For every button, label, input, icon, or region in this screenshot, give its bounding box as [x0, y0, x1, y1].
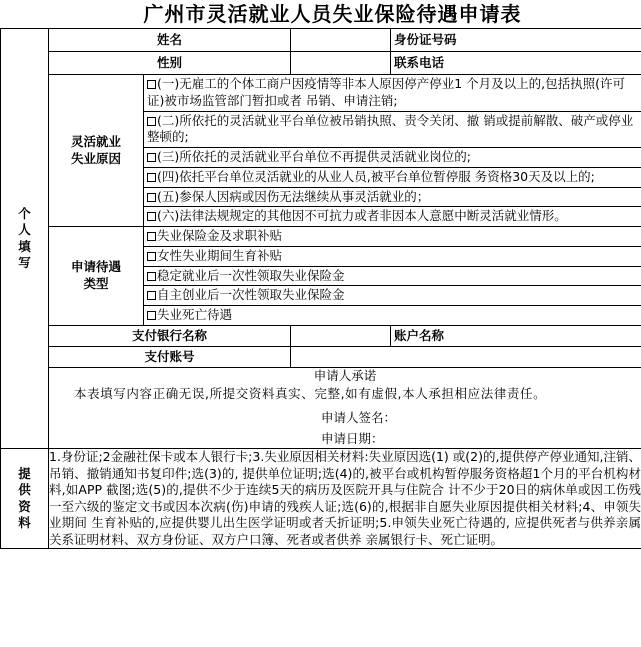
section-label-materials: 提 供 资 料 [1, 449, 49, 549]
checkbox-icon[interactable] [147, 153, 156, 162]
checkbox-icon[interactable] [147, 272, 156, 281]
checkbox-icon[interactable] [147, 117, 156, 126]
benefit-option-list [144, 227, 641, 325]
label-name: 姓名 [49, 29, 291, 52]
field-bank-name-value[interactable] [291, 325, 391, 346]
label-phone: 联系电话 [391, 52, 641, 75]
benefit-option-3[interactable] [144, 266, 641, 286]
document-title-bar [0, 0, 641, 28]
page-title: 广州市灵活就业人员失业保险待遇申请表 [143, 2, 522, 26]
label-gender: 性别 [49, 52, 291, 75]
table-row-bank-name [1, 325, 641, 346]
benefit-option-5[interactable] [144, 306, 641, 325]
reason-option-label: (二)所依托的灵活就业平台单位被吊销执照、责令关闭、撤 销或提前解散、破产或停业整顿的; [147, 112, 634, 145]
table-row-account-number [1, 346, 641, 367]
application-form-table [0, 28, 641, 449]
label-id-number: 身份证号码 [391, 29, 641, 52]
checkbox-icon[interactable] [147, 212, 156, 221]
label-unemployment-reason: 灵活就业 失业原因 [49, 75, 144, 227]
table-row-unemployment-reason [1, 75, 641, 227]
benefit-option-label: 失业死亡待遇 [157, 307, 233, 322]
checkbox-icon[interactable] [147, 232, 156, 241]
label-benefit-type: 申请待遇 类型 [49, 227, 144, 326]
benefit-option-2[interactable] [144, 246, 641, 266]
table-row-commitment [1, 367, 641, 449]
reason-option-2[interactable] [144, 111, 641, 148]
benefit-option-label: 自主创业后一次性领取失业保险金 [157, 287, 345, 303]
checkbox-icon[interactable] [147, 311, 156, 320]
table-row-benefit-type [1, 227, 641, 326]
table-row-materials [1, 449, 641, 549]
materials-table [0, 448, 641, 549]
checkbox-icon[interactable] [147, 80, 156, 89]
reason-option-label: (一)无雇工的个体工商户因疫情等非本人原因停产停业1 个月及以上的,包括执照(许可证)被市场监管部门暂扣或者 吊销、申请注销; [147, 76, 626, 108]
field-name-value[interactable] [291, 29, 391, 52]
benefit-type-options [144, 227, 641, 326]
label-account-name: 账户名称 [391, 325, 641, 346]
benefit-option-label: 女性失业期间生育补贴 [157, 247, 283, 263]
benefit-option-4[interactable] [144, 286, 641, 306]
reason-option-label: (五)参保人因病或因伤无法继续从事灵活就业的； [157, 188, 430, 204]
materials-text: 1.身份证;2金融社保卡或本人银行卡;3.失业原因相关材料:失业原因选(1) 或(2)的,提供停产停业通知,注销、吊销、撤销通知书复印件;选(3)的, 提供单位证明;选(4)的,被平台或机构暂停服务资格超1个月的平台机构材 料,如APP 截图;选(5)的,提供不少于连续5天的病历及医院开具与住院合 计不少于20日的病休单或因工伤残一至六级的鉴定文书或因本次病(伤)申请的残疾人证;选(6)的,根据非自愿失业原因提供相关材料;4、申领失业期间 生育补贴的,应提供婴儿出生医学证明或者夭折证明;5.申领失业死亡待遇的, 应提供死者与供养亲属关系证明材料、双方身份证、双方户口簿、死者或者供养 亲属银行卡、死亡证明。 [49, 449, 641, 547]
reason-option-label: (三)所依托的灵活就业平台单位不再提供灵活就业岗位的; [157, 149, 471, 164]
reason-option-6[interactable] [144, 207, 641, 226]
commitment-block [49, 367, 641, 449]
checkbox-icon[interactable] [147, 173, 156, 182]
reason-option-5[interactable] [144, 187, 641, 207]
reason-option-label: (六)法律法规规定的其他因不可抗力或者非因本人意愿中断灵活就业情形。 [157, 208, 567, 224]
reason-option-list [144, 75, 641, 226]
benefit-option-label: 失业保险金及求职补贴 [157, 228, 283, 243]
commitment-title: 申请人承诺 [313, 367, 377, 383]
field-account-number-value[interactable] [291, 346, 641, 367]
commitment-body: 本表填写内容正确无误,所提交资料真实、完整,如有虚假,本人承担相应法律责任。 [74, 386, 547, 402]
benefit-option-1[interactable] [144, 227, 641, 246]
checkbox-icon[interactable] [147, 252, 156, 261]
date-line[interactable]: 申请日期： [321, 430, 384, 446]
checkbox-icon[interactable] [147, 291, 156, 300]
table-row-gender [1, 52, 641, 75]
benefit-option-label: 稳定就业后一次性领取失业保险金 [157, 267, 345, 283]
reason-option-4[interactable] [144, 167, 641, 187]
reason-option-1[interactable] [144, 75, 641, 111]
reason-option-3[interactable] [144, 148, 641, 168]
table-row-name [1, 29, 641, 52]
checkbox-icon[interactable] [147, 193, 156, 202]
field-gender-value[interactable] [291, 52, 391, 75]
signature-line[interactable]: 申请人签名： [321, 409, 397, 425]
label-account-number: 支付账号 [49, 346, 291, 367]
section-label-personal-fill: 个 人 填 写 [1, 29, 49, 449]
unemployment-reason-options [144, 75, 641, 227]
label-bank-name: 支付银行名称 [49, 325, 291, 346]
reason-option-label: (四)依托平台单位灵活就业的从业人员,被平台单位暂停服 务资格30天及以上的; [157, 168, 595, 184]
